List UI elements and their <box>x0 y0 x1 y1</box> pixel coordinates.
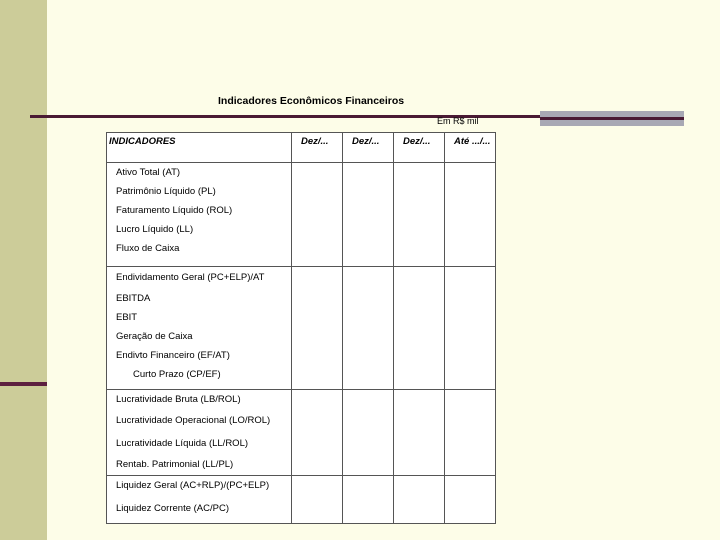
list-item: EBITDA <box>116 293 151 304</box>
table-cell <box>394 390 445 476</box>
group-2-labels <box>107 267 292 390</box>
list-item: EBIT <box>116 312 138 323</box>
table-cell <box>343 163 394 267</box>
page-title: Indicadores Econômicos Financeiros <box>218 95 405 107</box>
unit-note: Em R$ mil <box>437 117 479 126</box>
table-group-row <box>107 390 496 476</box>
left-sidebar-bar <box>0 0 47 540</box>
list-item: Lucratividade Bruta (LB/ROL) <box>116 394 241 405</box>
list-item: Lucratividade Líquida (LL/ROL) <box>116 438 249 449</box>
table-cell <box>394 267 445 390</box>
left-accent-line <box>0 382 47 386</box>
table-group-row <box>107 163 496 267</box>
list-item: Lucratividade Operacional (LO/ROL) <box>116 415 271 426</box>
list-item: Endividamento Geral (PC+ELP)/AT <box>116 272 265 283</box>
table-header-row <box>107 133 496 163</box>
table-group-row <box>107 267 496 390</box>
table-cell <box>343 476 394 524</box>
list-item: Rentab. Patrimonial (LL/PL) <box>116 459 234 470</box>
header-period-3: Dez/... <box>394 133 445 163</box>
list-item: Fluxo de Caixa <box>116 243 180 254</box>
table-cell <box>292 163 343 267</box>
header-period-2: Dez/... <box>343 133 394 163</box>
table-cell <box>343 390 394 476</box>
group-4-labels <box>107 476 292 524</box>
group-1-labels <box>107 163 292 267</box>
table-cell <box>445 163 496 267</box>
list-item: Liquidez Corrente (AC/PC) <box>116 503 229 514</box>
header-period-1: Dez/... <box>292 133 343 163</box>
table-cell <box>343 267 394 390</box>
list-item: Curto Prazo (CP/EF) <box>133 369 221 380</box>
table-group-row <box>107 476 496 524</box>
list-item: Liquidez Geral (AC+RLP)/(PC+ELP) <box>116 480 270 491</box>
list-item: Geração de Caixa <box>116 331 193 342</box>
table-cell <box>292 267 343 390</box>
table-cell <box>445 267 496 390</box>
list-item: Endivto Financeiro (EF/AT) <box>116 350 230 361</box>
header-period-4: Até .../... <box>445 133 496 163</box>
list-item: Faturamento Líquido (ROL) <box>116 205 233 216</box>
table-cell <box>394 476 445 524</box>
list-item: Ativo Total (AT) <box>116 167 181 178</box>
table-cell <box>394 163 445 267</box>
list-item: Lucro Líquido (LL) <box>116 224 194 235</box>
header-indicadores: INDICADORES <box>107 133 292 163</box>
list-item: Patrimônio Líquido (PL) <box>116 186 216 197</box>
table-cell <box>292 390 343 476</box>
table-cell <box>445 476 496 524</box>
title-rule-extension <box>540 117 684 120</box>
indicators-table <box>106 132 496 524</box>
table-cell <box>292 476 343 524</box>
table-cell <box>445 390 496 476</box>
group-3-labels <box>107 390 292 476</box>
